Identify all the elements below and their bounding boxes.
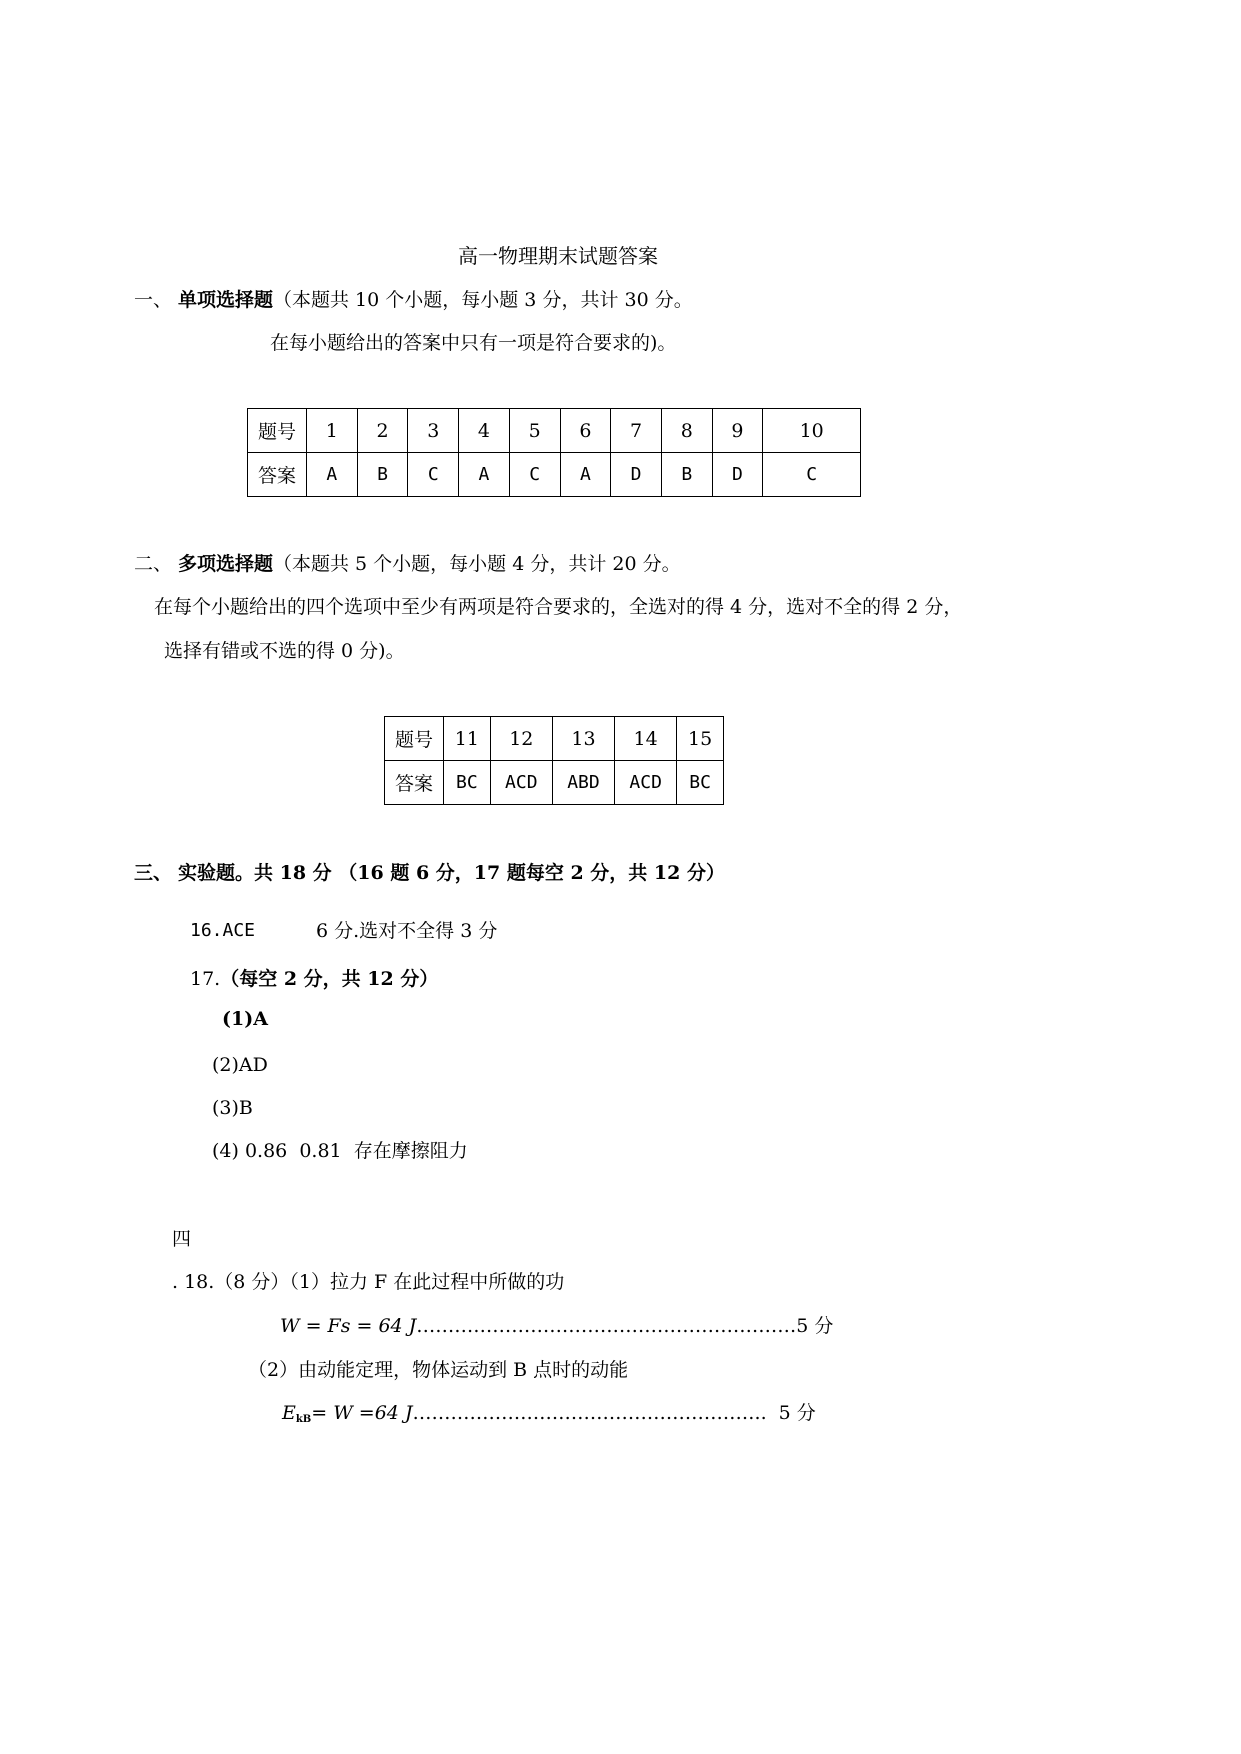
section2-line3: 选择有错或不选的得 0 分)。 xyxy=(164,640,405,662)
answer-cell: ACD xyxy=(615,761,677,805)
answer-cell: BC xyxy=(677,761,724,805)
answer-cell: C xyxy=(509,453,560,497)
table-row-label-answer: 答案 xyxy=(385,761,444,805)
question-number-cell: 2 xyxy=(357,409,408,453)
q17-item-2: (2)AD xyxy=(212,1054,268,1076)
question-number-cell: 12 xyxy=(490,717,552,761)
single-choice-answer-table xyxy=(247,408,861,497)
section1-line2: 在每小题给出的答案中只有一项是符合要求的)。 xyxy=(270,332,677,354)
question-number-cell: 6 xyxy=(560,409,611,453)
section1-header xyxy=(178,291,693,310)
section1-line1: （本题共 10 个小题，每小题 3 分，共计 30 分。 xyxy=(273,289,693,311)
q17-item-3: (3)B xyxy=(212,1097,253,1119)
q16-score: 6 分.选对不全得 3 分 xyxy=(316,920,498,942)
question-number-cell: 9 xyxy=(712,409,763,453)
answer-cell: D xyxy=(712,453,763,497)
formula1-dots: …………………………………………………… xyxy=(416,1315,797,1337)
section1-number: 一、 xyxy=(134,289,173,311)
question-number-cell: 7 xyxy=(611,409,662,453)
section2-header xyxy=(178,555,681,574)
question-number-cell: 8 xyxy=(661,409,712,453)
answer-cell: BC xyxy=(444,761,491,805)
q17-heading: （每空 2 分，共 12 分） xyxy=(220,968,439,990)
question-number-cell: 11 xyxy=(444,717,491,761)
formula1-score: 5 分 xyxy=(796,1315,834,1337)
section3-heading: 实验题。共 18 分 （16 题 6 分，17 题每空 2 分，共 12 分） xyxy=(178,862,725,884)
formula2-rhs: = W =64 J xyxy=(311,1402,413,1424)
answer-cell: ABD xyxy=(552,761,614,805)
q18-part2: （2）由动能定理，物体运动到 B 点时的动能 xyxy=(248,1359,629,1381)
answer-cell: C xyxy=(408,453,459,497)
formula2-energy-symbol: E xyxy=(282,1402,296,1424)
formula1-lhs: W = Fs = 64 J xyxy=(280,1315,417,1337)
section2-line2: 在每个小题给出的四个选项中至少有两项是符合要求的，全选对的得 4 分，选对不全的得 2 分， xyxy=(154,596,963,618)
multiple-choice-answer-table xyxy=(384,716,724,805)
q17-item-4: (4) 0.86 0.81 存在摩擦阻力 xyxy=(212,1140,468,1162)
answer-cell: A xyxy=(560,453,611,497)
question-number-cell: 4 xyxy=(459,409,510,453)
table-row-label-answer: 答案 xyxy=(248,453,307,497)
answer-cell: D xyxy=(611,453,662,497)
section2-heading: 多项选择题 xyxy=(178,553,274,575)
answer-cell: B xyxy=(357,453,408,497)
question-number-cell: 3 xyxy=(408,409,459,453)
formula2-subscript: kB xyxy=(295,1414,312,1425)
q18-line: . 18.（8 分）（1）拉力 F 在此过程中所做的功 xyxy=(172,1271,565,1293)
section2-number: 二、 xyxy=(134,553,173,575)
answer-cell: A xyxy=(307,453,358,497)
question-number-cell: 10 xyxy=(763,409,861,453)
page-title: 高一物理期末试题答案 xyxy=(458,244,658,268)
answer-cell: A xyxy=(459,453,510,497)
section1-heading: 单项选择题 xyxy=(178,289,274,311)
q17-item-1: (1)A xyxy=(222,1008,268,1030)
answer-cell: C xyxy=(763,453,861,497)
question-number-cell: 14 xyxy=(615,717,677,761)
question-number-cell: 5 xyxy=(509,409,560,453)
section4-number: 四 xyxy=(172,1228,192,1250)
question-number-cell: 13 xyxy=(552,717,614,761)
question-number-cell: 15 xyxy=(677,717,724,761)
formula-2 xyxy=(282,1404,816,1425)
formula2-score: 5 分 xyxy=(778,1402,816,1424)
section2-line1: （本题共 5 个小题，每小题 4 分，共计 20 分。 xyxy=(273,553,681,575)
q17-number: 17. xyxy=(190,968,221,990)
table-row-label-question: 题号 xyxy=(248,409,307,453)
formula2-dots: ……………………………………………….. xyxy=(412,1402,767,1424)
table-row-label-question: 题号 xyxy=(385,717,444,761)
formula-1 xyxy=(280,1317,833,1336)
q17-header xyxy=(190,970,438,989)
answer-cell: B xyxy=(661,453,712,497)
answer-cell: ACD xyxy=(490,761,552,805)
q16-answer: 16.ACE xyxy=(190,920,256,941)
section3-number: 三、 xyxy=(134,862,173,884)
question-number-cell: 1 xyxy=(307,409,358,453)
